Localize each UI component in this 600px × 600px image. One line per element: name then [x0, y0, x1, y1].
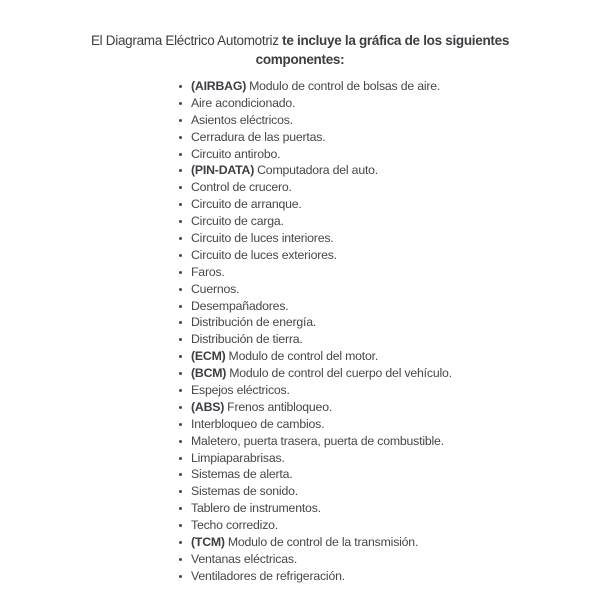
item-text: Modulo de control de bolsas de aire.	[249, 79, 441, 93]
item-text: Sistemas de alerta.	[191, 467, 293, 482]
item-text: Modulo de control del motor.	[228, 349, 379, 364]
list-item	[178, 95, 452, 112]
item-text: Asientos eléctricos.	[191, 112, 293, 127]
item-text: Computadora del auto.	[257, 163, 379, 178]
item-text: Maletero, puerta trasera, puerta de combustible.	[191, 433, 444, 448]
item-text: Limpiaparabrisas.	[191, 450, 285, 465]
list-item	[178, 264, 452, 281]
list-item	[178, 112, 452, 129]
item-bold-prefix: (ECM)	[191, 349, 226, 364]
list-item	[178, 517, 452, 534]
list-item	[178, 551, 452, 568]
item-text: Control de crucero.	[191, 180, 292, 195]
item-text: Cuernos.	[191, 281, 240, 296]
item-bold-prefix: (ABS)	[191, 399, 225, 414]
list-item	[178, 568, 452, 585]
item-bold-prefix: (TCM)	[191, 535, 225, 550]
item-text: Espejos eléctricos.	[191, 383, 290, 398]
item-text: Aire acondicionado.	[191, 95, 296, 110]
item-bold-prefix: (AIRBAG)	[191, 79, 247, 93]
list-item	[178, 500, 452, 517]
item-text: Tablero de instrumentos.	[191, 501, 321, 516]
page-title	[0, 31, 600, 69]
list-item	[178, 196, 452, 213]
page-title-bold-part-line1: te incluye la gráfica de los siguientes	[282, 33, 510, 48]
list-item	[178, 416, 452, 433]
item-text: Circuito de arranque.	[191, 197, 302, 212]
list-item	[178, 179, 452, 196]
list-item	[178, 213, 452, 230]
item-text: Circuito antirobo.	[191, 146, 281, 161]
item-text: Ventiladores de refrigeración.	[191, 568, 345, 583]
page-title-bold-part-line2: componentes:	[255, 52, 345, 67]
item-text: Techo corredizo.	[191, 518, 279, 533]
item-text: Desempañadores.	[191, 298, 289, 313]
item-text: Cerradura de las puertas.	[191, 129, 326, 144]
list-item	[178, 281, 452, 298]
list-item	[178, 399, 452, 416]
list-item	[178, 78, 452, 95]
item-text: Ventanas eléctricas.	[191, 551, 298, 566]
list-item	[178, 314, 452, 331]
item-text: Circuito de carga.	[191, 214, 284, 229]
list-item	[178, 146, 452, 163]
list-item	[178, 382, 452, 399]
list-item	[178, 450, 452, 467]
list-item	[178, 247, 452, 264]
item-text: Modulo de control de la transmisión.	[227, 535, 419, 550]
item-text: Distribución de energía.	[191, 315, 317, 330]
list-item	[178, 365, 452, 382]
page-title-normal-part: El Diagrama Eléctrico Automotriz	[90, 33, 279, 48]
components-list	[178, 78, 452, 585]
item-text: Circuito de luces exteriores.	[191, 247, 337, 262]
item-text: Interbloqueo de cambios.	[191, 416, 325, 431]
list-item	[178, 230, 452, 247]
list-item	[178, 483, 452, 500]
list-item	[178, 348, 452, 365]
item-text: Distribución de tierra.	[191, 332, 303, 347]
list-item	[178, 129, 452, 146]
item-text: Sistemas de sonido.	[191, 484, 298, 499]
list-item	[178, 433, 452, 450]
list-item	[178, 298, 452, 315]
item-text: Circuito de luces interiores.	[191, 231, 334, 246]
item-bold-prefix: (PIN-DATA)	[191, 163, 255, 178]
item-text: Frenos antibloqueo.	[227, 399, 333, 414]
list-item	[178, 162, 452, 179]
item-text: Modulo de control del cuerpo del vehículo.	[229, 366, 452, 381]
list-item	[178, 534, 452, 551]
item-text: Faros.	[191, 264, 225, 279]
list-item	[178, 466, 452, 483]
item-bold-prefix: (BCM)	[191, 366, 227, 381]
list-item	[178, 331, 452, 348]
